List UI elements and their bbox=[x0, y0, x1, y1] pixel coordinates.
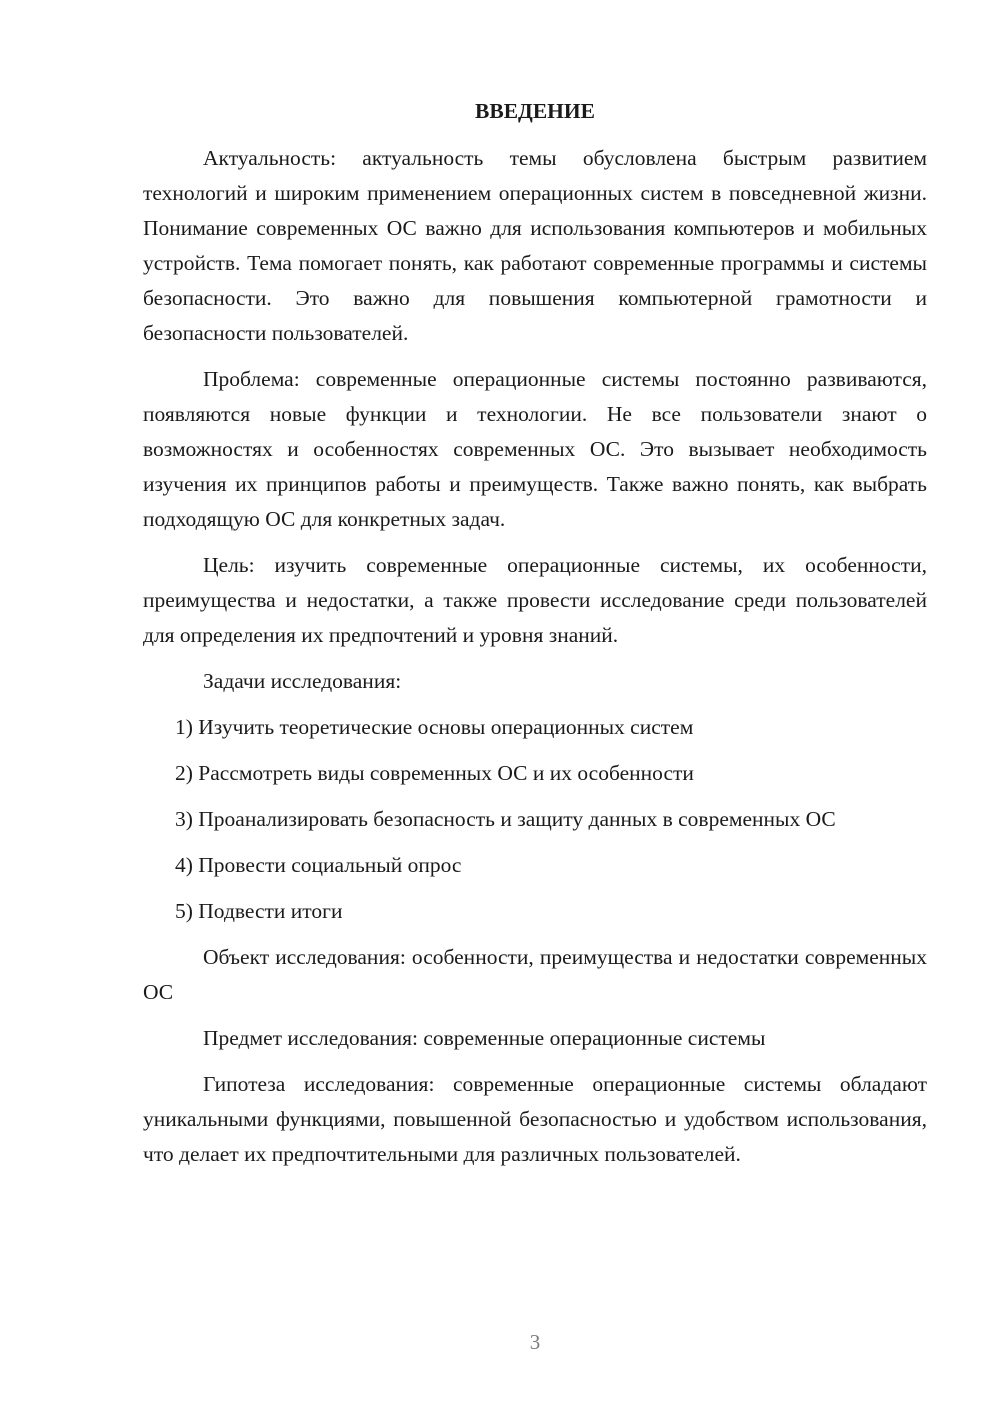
task-item-5: 5) Подвести итоги bbox=[175, 899, 343, 923]
goal-paragraph: Цель: изучить современные операционные системы, их особенности, преимущества и недостатки, а также провести исследование среди пользователей для определения их предпочтений и уровня знаний. bbox=[143, 553, 927, 647]
problem-paragraph: Проблема: современные операционные системы постоянно развиваются, появляются новые функции и технологии. Не все пользователи знают о возможностях и особенностях современных ОС. Это вызывает необходимость изучения их принципов работы и преимуществ. Также важно понять, как выбрать подходящую ОС для конкретных задач. bbox=[143, 367, 927, 531]
relevance-paragraph: Актуальность: актуальность темы обусловлена быстрым развитием технологий и широким применением операционных систем в повседневной жизни. Понимание современных ОС важно для использования компьютеров и мобильных устройств. Тема помогает понять, как работают современные программы и системы безопасности. Это важно для повышения компьютерной грамотности и безопасности пользователей. bbox=[143, 146, 927, 345]
page-content bbox=[143, 94, 927, 1183]
object-paragraph: Объект исследования: особенности, преимущества и недостатки современных ОС bbox=[143, 945, 927, 1004]
task-item-1: 1) Изучить теоретические основы операционных систем bbox=[175, 715, 694, 739]
task-item-3: 3) Проанализировать безопасность и защиту данных в современных ОС bbox=[175, 807, 836, 831]
task-item-2: 2) Рассмотреть виды современных ОС и их особенности bbox=[175, 761, 694, 785]
page-number: 3 bbox=[529, 1330, 541, 1354]
tasks-heading: Задачи исследования: bbox=[203, 669, 402, 693]
task-item-4: 4) Провести социальный опрос bbox=[175, 853, 462, 877]
hypothesis-paragraph: Гипотеза исследования: современные операционные системы обладают уникальными функциями, повышенной безопасностью и удобством использования, что делает их предпочтительными для различных пользователей. bbox=[143, 1072, 927, 1166]
section-title: ВВЕДЕНИЕ bbox=[475, 99, 595, 123]
subject-paragraph: Предмет исследования: современные операционные системы bbox=[203, 1026, 766, 1050]
